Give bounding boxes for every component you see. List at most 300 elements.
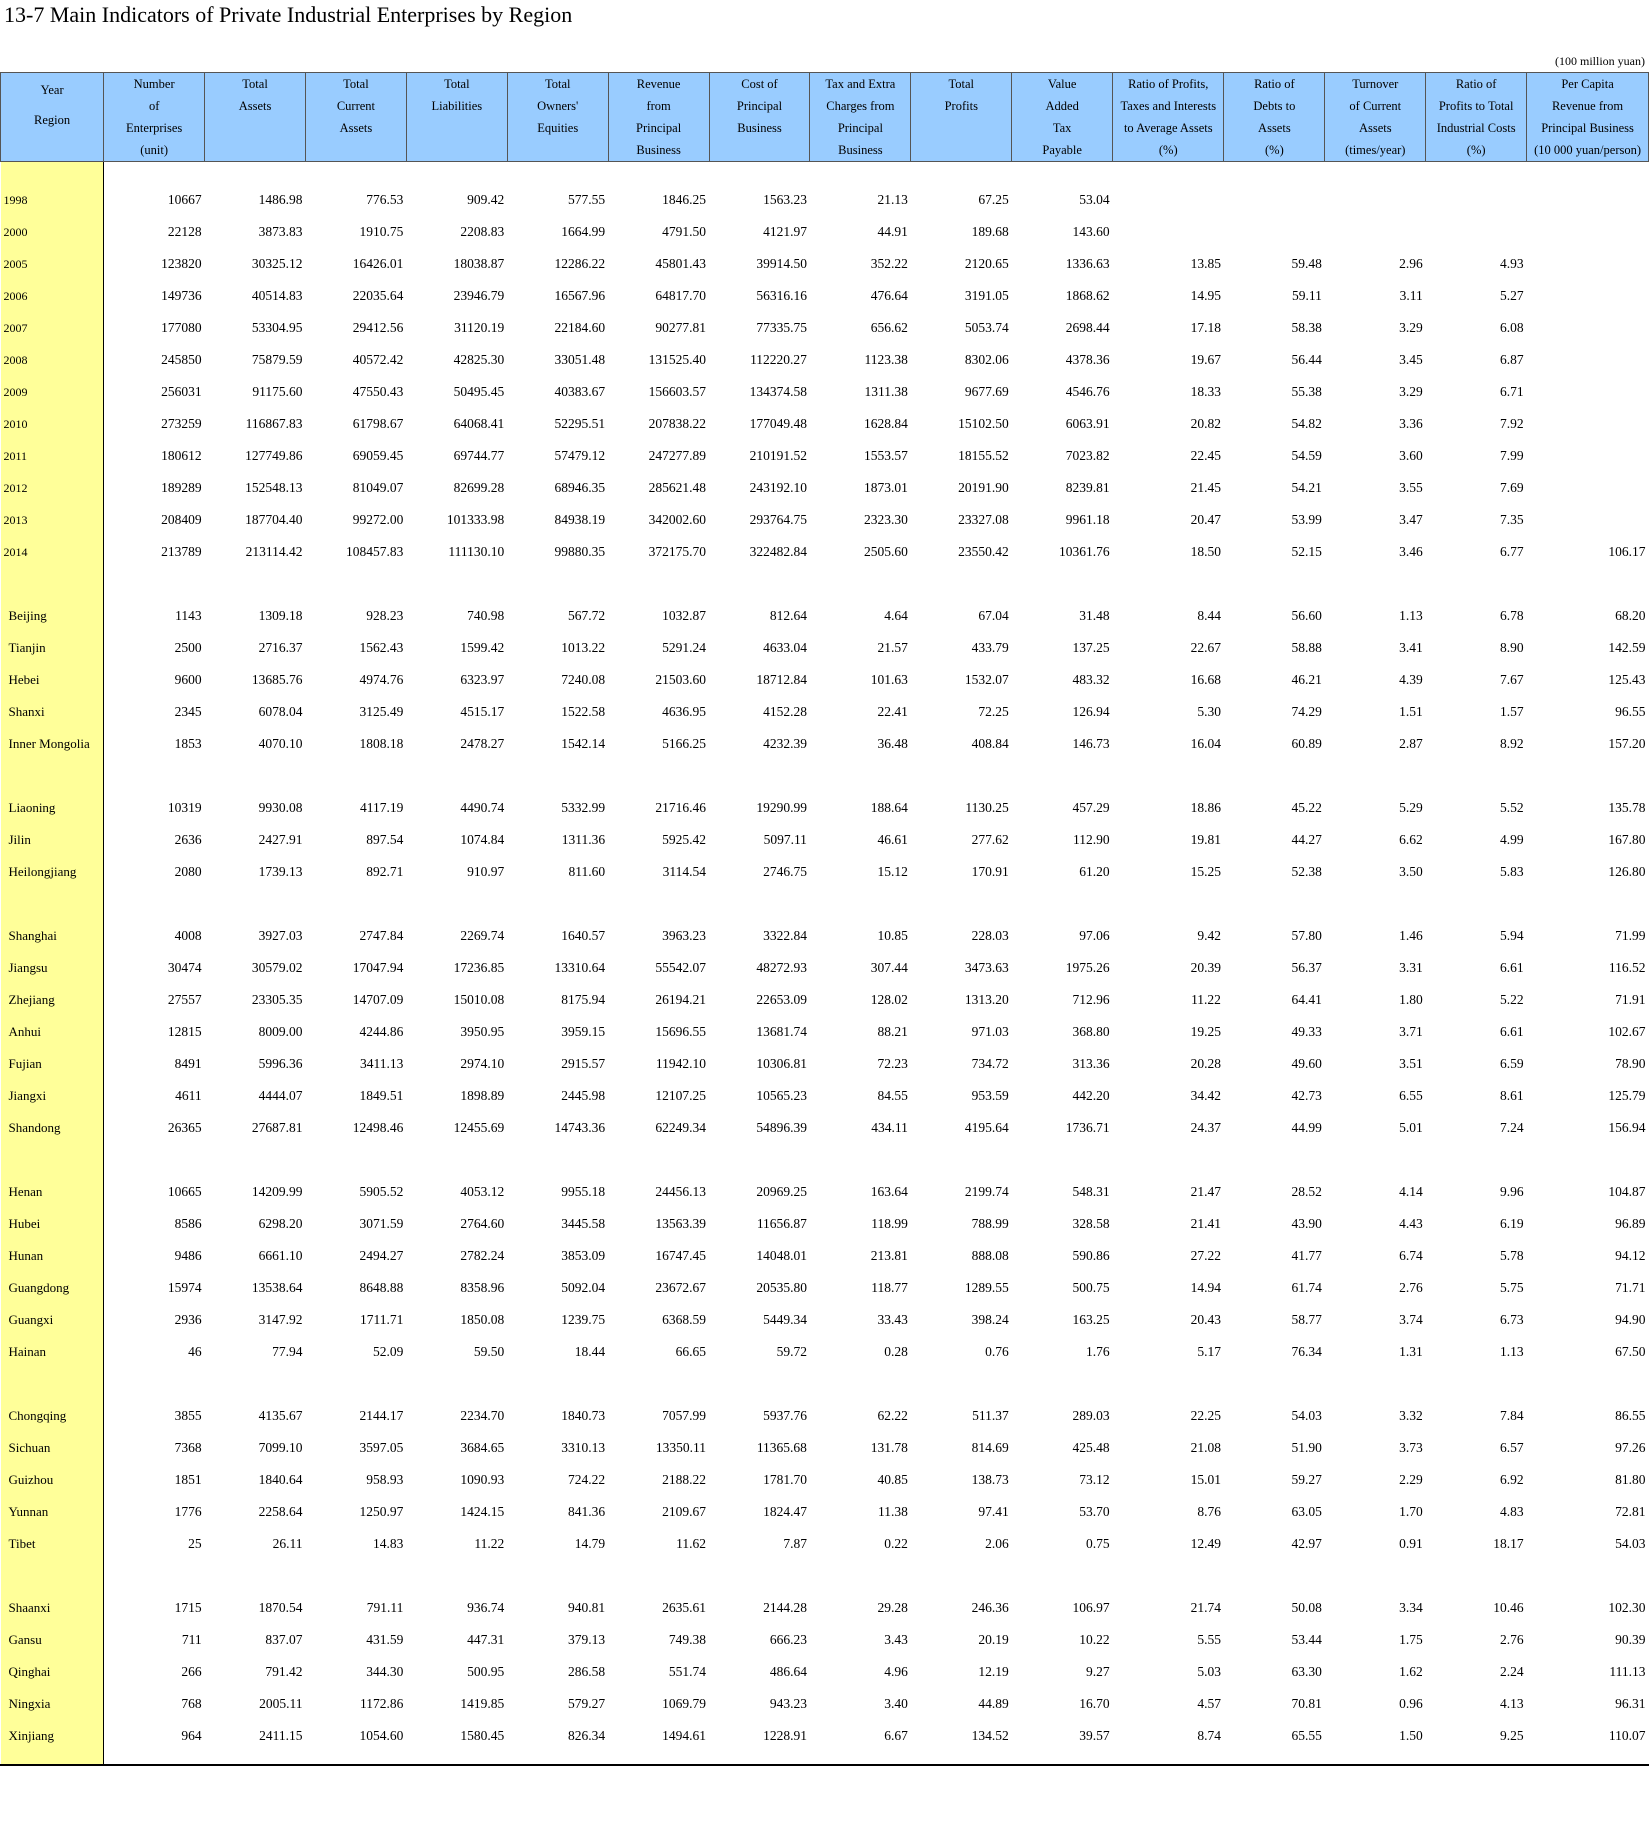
value-cell: 2936 [174,1312,202,1327]
value-cell: 352.22 [870,256,908,271]
value-cell: 7.87 [783,1536,807,1551]
value-cell: 2109.67 [662,1504,707,1519]
empty-cell [709,1752,810,1764]
value-cell: 4.96 [884,1664,908,1679]
value-cell: 4.57 [1197,1696,1221,1711]
empty-cell [1113,1560,1224,1592]
value-cell: 6298.20 [258,1216,303,1231]
value-cell: 749.38 [668,1632,707,1647]
header-line: Business [838,143,883,157]
value-cell: 7.24 [1499,1120,1524,1135]
value-cell: 4.43 [1399,1216,1423,1231]
value-cell: 5092.04 [561,1280,606,1295]
region-label: Xinjiang [1,1720,104,1752]
value-cell: 4636.95 [662,704,707,719]
value-cell: 3.73 [1399,1440,1423,1455]
empty-cell [1,760,104,792]
value-cell: 29.28 [877,1600,908,1615]
value-cell: 6.55 [1399,1088,1423,1103]
value-cell: 1776 [174,1504,202,1519]
region-row [1,600,1649,632]
empty-cell [507,1144,608,1176]
value-cell: 4117.19 [360,800,404,815]
empty-cell [1325,568,1426,600]
value-cell: 4611 [175,1088,202,1103]
empty-cell [1527,760,1649,792]
value-cell: 56.60 [1291,608,1322,623]
region-label: Yunnan [1,1496,104,1528]
value-cell: 213.81 [870,1248,908,1263]
value-cell: 940.81 [568,1600,606,1615]
value-cell: 4.13 [1499,1696,1524,1711]
value-cell: 1840.64 [258,1472,303,1487]
value-cell: 57479.12 [554,448,606,463]
value-cell: 5.17 [1197,1344,1221,1359]
value-cell: 106.17 [1608,544,1646,559]
region-label: Shandong [1,1112,104,1144]
value-cell: 21.57 [877,640,908,655]
value-cell: 146.73 [1072,736,1110,751]
value-cell: 2323.30 [863,512,908,527]
value-cell: 2411.15 [259,1728,303,1743]
value-cell: 5.30 [1197,704,1221,719]
empty-cell [406,1560,507,1592]
empty-cell [810,888,911,920]
empty-cell [1426,760,1527,792]
header-line: Profits to Total [1438,99,1514,113]
table-body [1,162,1649,1765]
value-cell: 8239.81 [1065,480,1110,495]
value-cell: 24.37 [1190,1120,1221,1135]
column-header [1113,73,1224,162]
value-cell: 59.72 [776,1344,807,1359]
value-cell: 0.76 [985,1344,1009,1359]
value-cell: 20.19 [978,1632,1009,1647]
region-row [1,920,1649,952]
value-cell [1426,184,1527,216]
empty-cell [911,568,1012,600]
empty-cell [507,760,608,792]
value-cell: 13310.64 [554,960,606,975]
value-cell: 285621.48 [648,480,707,495]
value-cell: 96.89 [1615,1216,1646,1231]
value-cell: 40.85 [877,1472,908,1487]
empty-cell [1426,1560,1527,1592]
value-cell [1113,184,1224,216]
value-cell: 112220.27 [750,352,807,367]
value-cell: 20.43 [1190,1312,1221,1327]
value-cell: 22.67 [1190,640,1221,655]
value-cell: 17236.85 [453,960,505,975]
region-row [1,1336,1649,1368]
value-cell: 1.80 [1399,992,1423,1007]
value-cell: 256031 [161,384,202,399]
region-label: Henan [1,1176,104,1208]
value-cell: 52.15 [1291,544,1322,559]
value-cell: 7.69 [1499,480,1524,495]
empty-cell [406,888,507,920]
empty-cell [1325,760,1426,792]
value-cell: 67.50 [1615,1344,1646,1359]
value-cell: 1172.86 [360,1696,404,1711]
header-line: Payable [1042,143,1082,157]
value-cell: 3.41 [1399,640,1423,655]
empty-cell [1224,1560,1325,1592]
value-cell: 13685.76 [251,672,303,687]
region-label: Jiangxi [1,1080,104,1112]
value-cell: 123820 [161,256,202,271]
value-cell: 1069.79 [662,1696,707,1711]
value-cell: 1.13 [1399,608,1423,623]
value-cell [1527,248,1649,280]
value-cell: 1898.89 [460,1088,505,1103]
value-cell: 841.36 [568,1504,606,1519]
value-cell: 1853 [174,736,202,751]
value-cell: 431.59 [366,1632,404,1647]
value-cell: 909.42 [467,192,505,207]
value-cell: 3855 [174,1408,202,1423]
value-cell: 46.61 [877,832,908,847]
value-cell: 18.50 [1190,544,1221,559]
header-line: Region [34,113,71,127]
value-cell: 4008 [174,928,202,943]
value-cell: 84.55 [877,1088,908,1103]
value-cell: 1123.38 [864,352,908,367]
value-cell: 134374.58 [749,384,807,399]
value-cell: 26.11 [272,1536,303,1551]
header-line: Added [1045,99,1079,113]
value-cell: 2005.11 [259,1696,303,1711]
region-label: Liaoning [1,792,104,824]
value-cell: 102.30 [1608,1600,1646,1615]
spacer-row [1,888,1649,920]
value-cell: 888.08 [971,1248,1009,1263]
value-cell: 15.01 [1190,1472,1221,1487]
value-cell: 2915.57 [561,1056,606,1071]
value-cell: 3959.15 [561,1024,606,1039]
value-cell: 3310.13 [561,1440,606,1455]
value-cell: 53.44 [1291,1632,1322,1647]
value-cell: 69059.45 [352,448,404,463]
value-cell: 442.20 [1072,1088,1110,1103]
value-cell: 0.22 [884,1536,908,1551]
value-cell: 10306.81 [756,1056,807,1071]
value-cell: 11.22 [474,1536,505,1551]
value-cell: 66.65 [675,1344,707,1359]
value-cell: 53.04 [1079,192,1110,207]
value-cell: 3963.23 [662,928,707,943]
value-cell: 2746.75 [763,864,807,879]
value-cell: 46 [188,1344,202,1359]
value-cell: 47550.43 [352,384,404,399]
value-cell: 1736.71 [1065,1120,1110,1135]
value-cell [1325,216,1426,248]
value-cell: 17.18 [1190,320,1221,335]
value-cell [1224,216,1325,248]
value-cell: 27687.81 [251,1120,303,1135]
value-cell: 4546.76 [1065,384,1110,399]
value-cell: 1640.57 [561,928,606,943]
spacer-row [1,568,1649,600]
value-cell: 2716.37 [258,640,303,655]
year-row [1,344,1649,376]
header-line: of [148,99,160,113]
empty-cell [709,162,810,185]
region-row [1,1080,1649,1112]
value-cell: 0.75 [1085,1536,1110,1551]
value-cell: 126.94 [1072,704,1110,719]
value-cell: 18.17 [1493,1536,1524,1551]
value-cell: 57.80 [1291,928,1322,943]
spacer-row [1,760,1649,792]
bottom-rule [0,1764,1649,1766]
value-cell: 4244.86 [359,1024,404,1039]
value-cell: 94.90 [1615,1312,1646,1327]
value-cell: 1.31 [1399,1344,1423,1359]
value-cell: 68946.35 [554,480,606,495]
value-cell: 1494.61 [662,1728,707,1743]
value-cell: 50.08 [1291,1600,1322,1615]
value-cell: 118.99 [871,1216,908,1231]
value-cell: 1143 [175,608,202,623]
value-cell: 5332.99 [561,800,606,815]
value-cell: 1250.97 [359,1504,404,1519]
value-cell: 42.97 [1291,1536,1322,1551]
value-cell: 15102.50 [958,416,1009,431]
value-cell: 77.94 [272,1344,303,1359]
value-cell: 2.76 [1399,1280,1423,1295]
value-cell: 4.83 [1499,1504,1524,1519]
value-cell: 11.38 [877,1504,908,1519]
value-cell: 5166.25 [662,736,707,751]
region-label: Heilongjiang [1,856,104,888]
region-label: Ningxia [1,1688,104,1720]
region-label: Fujian [1,1048,104,1080]
value-cell: 59.48 [1291,256,1322,271]
value-cell: 126.80 [1608,864,1646,879]
empty-cell [608,568,709,600]
value-cell: 246.36 [971,1600,1009,1615]
value-cell: 5053.74 [964,320,1009,335]
value-cell: 112.90 [1072,832,1110,847]
value-cell: 12815 [167,1024,202,1039]
value-cell: 1228.91 [763,1728,807,1743]
value-cell: 1840.73 [561,1408,606,1423]
value-cell: 5.52 [1499,800,1524,815]
value-cell: 12498.46 [352,1120,404,1135]
value-cell: 20969.25 [756,1184,807,1199]
value-cell: 811.60 [568,864,606,879]
header-line: Enterprises [126,121,183,135]
value-cell: 3.60 [1399,448,1423,463]
value-cell: 1868.62 [1065,288,1110,303]
empty-cell [507,1368,608,1400]
value-cell: 18712.84 [756,672,807,687]
empty-cell [205,1144,306,1176]
value-cell: 1311.38 [864,384,908,399]
value-cell: 72.81 [1615,1504,1646,1519]
region-row [1,1400,1649,1432]
value-cell: 2234.70 [460,1408,505,1423]
empty-cell [810,162,911,185]
value-cell: 1309.18 [258,608,303,623]
value-cell: 1910.75 [359,224,404,239]
region-row [1,1272,1649,1304]
value-cell: 82699.28 [453,480,505,495]
value-cell: 21.08 [1190,1440,1221,1455]
region-label: Anhui [1,1016,104,1048]
value-cell: 34.42 [1190,1088,1221,1103]
value-cell: 1074.84 [460,832,505,847]
value-cell: 49.60 [1291,1056,1322,1071]
header-line: from [646,99,671,113]
value-cell: 4195.64 [964,1120,1009,1135]
value-cell: 58.38 [1291,320,1322,335]
value-cell: 27557 [167,992,202,1007]
region-row [1,1496,1649,1528]
value-cell: 897.54 [366,832,404,847]
value-cell: 10565.23 [756,1088,807,1103]
value-cell: 81.80 [1615,1472,1646,1487]
value-cell: 14743.36 [554,1120,606,1135]
spacer-row [1,1144,1649,1176]
value-cell: 500.95 [467,1664,505,1679]
value-cell: 44.99 [1291,1120,1322,1135]
value-cell: 135.78 [1608,800,1646,815]
value-cell: 398.24 [971,1312,1009,1327]
value-cell: 2144.17 [359,1408,404,1423]
value-cell: 7.67 [1499,672,1524,687]
empty-cell [104,568,205,600]
value-cell: 23327.08 [958,512,1009,527]
value-cell: 77335.75 [756,320,807,335]
value-cell: 483.32 [1072,672,1110,687]
header-line: Owners' [537,99,579,113]
empty-cell [1527,568,1649,600]
value-cell: 207838.22 [648,416,707,431]
empty-cell [1426,1752,1527,1764]
region-row [1,1048,1649,1080]
empty-cell [911,162,1012,185]
value-cell: 48272.93 [756,960,807,975]
region-row [1,1432,1649,1464]
value-cell: 16.70 [1079,1696,1110,1711]
value-cell: 5.55 [1197,1632,1221,1647]
value-cell: 53304.95 [251,320,303,335]
year-row [1,536,1649,568]
region-row [1,952,1649,984]
value-cell: 13350.11 [655,1440,707,1455]
value-cell: 208409 [161,512,202,527]
value-cell: 4070.10 [258,736,303,751]
value-cell: 43.90 [1291,1216,1322,1231]
value-cell: 52295.51 [554,416,606,431]
region-row [1,1240,1649,1272]
value-cell: 6323.97 [460,672,505,687]
value-cell: 14.94 [1190,1280,1221,1295]
value-cell: 3.40 [884,1696,908,1711]
value-cell: 64817.70 [655,288,707,303]
value-cell: 5905.52 [359,1184,404,1199]
value-cell: 61.20 [1079,864,1110,879]
value-cell: 3.71 [1399,1024,1423,1039]
column-header [608,73,709,162]
year-row [1,248,1649,280]
value-cell: 44.91 [877,224,908,239]
value-cell: 70.81 [1291,1696,1322,1711]
empty-cell [1527,888,1649,920]
empty-cell [1,568,104,600]
value-cell: 187704.40 [245,512,303,527]
header-line: Taxes and Interests [1120,99,1217,113]
value-cell: 1542.14 [561,736,606,751]
value-cell: 134.52 [971,1728,1009,1743]
empty-cell [205,1752,306,1764]
value-cell: 1.57 [1499,704,1524,719]
year-row [1,440,1649,472]
value-cell: 16747.45 [655,1248,707,1263]
value-cell: 2120.65 [964,256,1009,271]
value-cell: 826.34 [568,1728,606,1743]
empty-cell [608,1368,709,1400]
region-label: Beijing [1,600,104,632]
value-cell: 5.03 [1197,1664,1221,1679]
value-cell: 20.47 [1190,512,1221,527]
value-cell: 210191.52 [749,448,807,463]
value-cell: 54.59 [1291,448,1322,463]
column-header [104,73,205,162]
region-row [1,1176,1649,1208]
value-cell: 17047.94 [352,960,404,975]
value-cell: 3411.13 [360,1056,404,1071]
value-cell [1527,376,1649,408]
region-label: Hubei [1,1208,104,1240]
value-cell: 476.64 [870,288,908,303]
value-cell: 3.51 [1399,1056,1423,1071]
empty-cell [1012,888,1113,920]
header-line: Equities [537,121,579,135]
value-cell: 60.89 [1291,736,1322,751]
value-cell: 964 [181,1728,202,1743]
empty-cell [305,888,406,920]
value-cell: 1090.93 [460,1472,505,1487]
value-cell: 548.31 [1072,1184,1110,1199]
value-cell: 7057.99 [662,1408,707,1423]
empty-cell [406,162,507,185]
value-cell: 4444.07 [258,1088,303,1103]
year-row [1,472,1649,504]
value-cell: 9930.08 [258,800,303,815]
header-line: Total [343,77,369,91]
region-label: Guangxi [1,1304,104,1336]
header-line: Principal [636,121,682,135]
region-label: Inner Mongolia [1,728,104,760]
value-cell: 71.99 [1615,928,1646,943]
value-cell: 3684.65 [460,1440,505,1455]
value-cell: 2494.27 [359,1248,404,1263]
header-line: Value [1047,77,1077,91]
value-cell: 72.23 [877,1056,908,1071]
value-cell: 156.94 [1608,1120,1646,1135]
empty-cell [709,888,810,920]
year-label: 2000 [1,216,104,248]
header-line: Principal [837,121,883,135]
spacer-row [1,162,1649,185]
value-cell: 22035.64 [352,288,404,303]
value-cell: 20535.80 [756,1280,807,1295]
value-cell: 247277.89 [648,448,707,463]
value-cell: 18155.52 [958,448,1009,463]
